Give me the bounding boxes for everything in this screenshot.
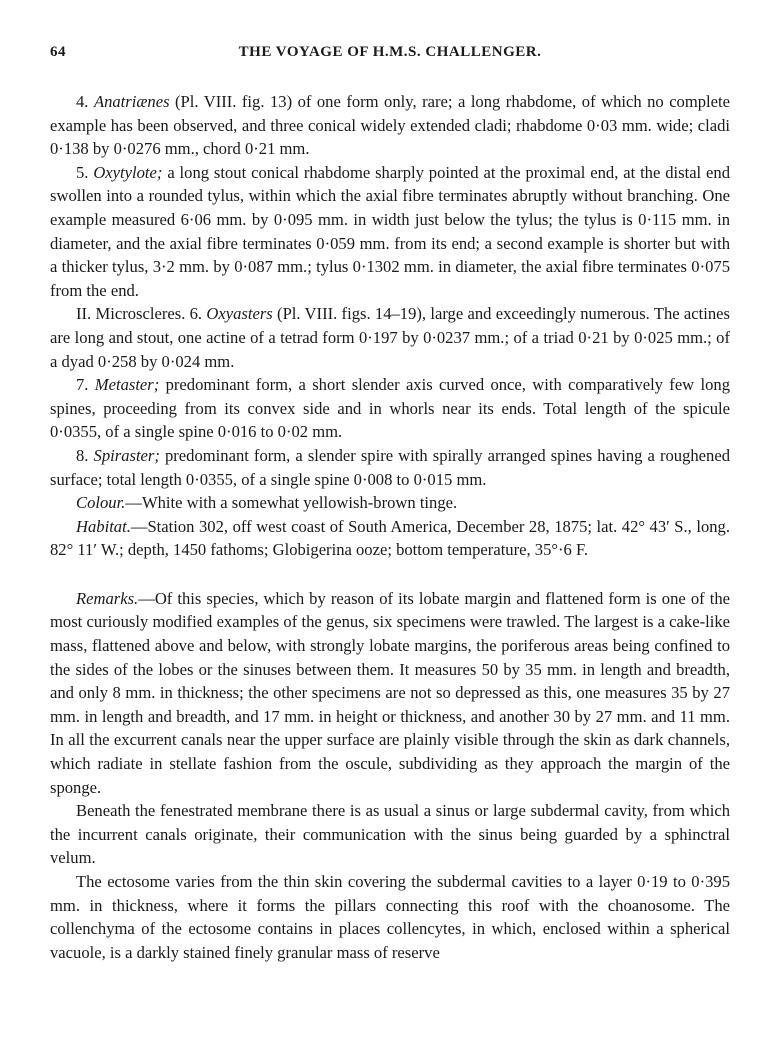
page-header — [50, 44, 730, 70]
paragraph-ectosome: The ectosome varies from the thin skin covering the subdermal cavities to a layer 0·19 to 0·395 mm. in thickness, where it forms the pillars connecting this roof with the choanosome. The collenchyma of the ectosome contains in places collencytes, in which, enclosed within a spherical vacuole, is a darkly stained finely granular mass of reserve — [50, 872, 730, 962]
section-term: Habitat. — [76, 516, 131, 536]
paragraph-anatriaenes: 4. Anatriænes (Pl. VIII. fig. 13) of one form only, rare; a long rhabdome, of which no complete example has been observed, and three conical widely extended cladi; rhabdome 0·03 mm. wide; cladi 0·138 by 0·0276 mm., chord 0·21 mm. — [50, 92, 731, 159]
spicule-term: Anatriænes — [93, 92, 170, 111]
section-term: Remarks. — [76, 588, 139, 608]
paragraph-oxytylote: 5. Oxytylote; a long stout conical rhabdome sharply pointed at the proximal end, at the distal end swollen into a rounded tylus, within which the axial fibre terminates abruptly without branching. One example measured 6·06 mm. by 0·095 mm. in width just below the tylus; the tylus is 0·115 mm. in diameter, and the axial fibre terminates 0·059 mm. from its end; a second example is shorter but with a thicker tylus, 3·2 mm. by 0·087 mm.; tylus 0·1302 mm. in diameter, the axial fibre terminates 0·075 from the end. — [50, 162, 731, 300]
paragraph-colour: Colour.—White with a somewhat yellowish-brown tinge. — [76, 493, 458, 513]
page-number: 64 — [50, 44, 66, 60]
paragraph-oxyasters: II. Microscleres. 6. Oxyasters (Pl. VIII. figs. 14–19), large and exceedingly numerous. The actines are long and stout, one actine of a tetrad form 0·197 by 0·0237 mm.; of a triad 0·21 by 0·025 mm.; of a dyad 0·258 by 0·024 mm. — [50, 304, 730, 371]
paragraph-habitat: Habitat.—Station 302, off west coast of South America, December 28, 1875; lat. 42° 43′ S., long. 82° 11′ W.; depth, 1450 fathoms; Globigerina ooze; bottom temperature, 35°·6 F. — [50, 516, 730, 560]
section-gap — [50, 562, 730, 587]
page — [50, 44, 730, 964]
spicule-term: Oxytylote; — [93, 162, 163, 182]
body-text — [50, 90, 730, 964]
section-term: Colour. — [76, 493, 126, 513]
spicule-term: Oxyasters — [206, 304, 273, 324]
paragraph-metaster: 7. Metaster; predominant form, a short slender axis curved once, with comparatively few long spines, proceeding from its convex side and in whorls near its ends. Total length of the spicule 0·0355, of a single spine 0·016 to 0·02 mm. — [50, 375, 730, 442]
running-head: THE VOYAGE OF H.M.S. CHALLENGER. — [238, 44, 542, 60]
paragraph-spiraster: 8. Spiraster; predominant form, a slender spire with spirally arranged spines having a roughened surface; total length 0·0355, of a single spine 0·008 to 0·015 mm. — [50, 445, 730, 489]
paragraph-membrane: Beneath the fenestrated membrane there is as usual a sinus or large subdermal cavity, from which the incurrent canals originate, their communication with the sinus being guarded by a sphinctral velum. — [50, 801, 730, 868]
spicule-term: Metaster; — [94, 375, 160, 395]
paragraph-remarks: Remarks.—Of this species, which by reason of its lobate margin and flattened form is one of the most curiously modified examples of the genus, six specimens were trawled. The largest is a cake-like mass, flattened above and below, with strongly lobate margins, the poriferous areas being confined to the sides of the lobes or the sinuses between them. It measures 50 by 35 mm. in length and breadth, and only 8 mm. in thickness; the other specimens are not so depressed as this, one measures 35 by 27 mm. in length and breadth, and 17 mm. in height or thickness, and another 30 by 27 mm. and 11 mm. In all the excurrent canals near the upper surface are plainly visible through the skin as dark channels, which radiate in stellate fashion from the oscule, subdividing as they approach the margin of the sponge. — [50, 588, 730, 797]
spicule-term: Spiraster; — [93, 445, 160, 465]
